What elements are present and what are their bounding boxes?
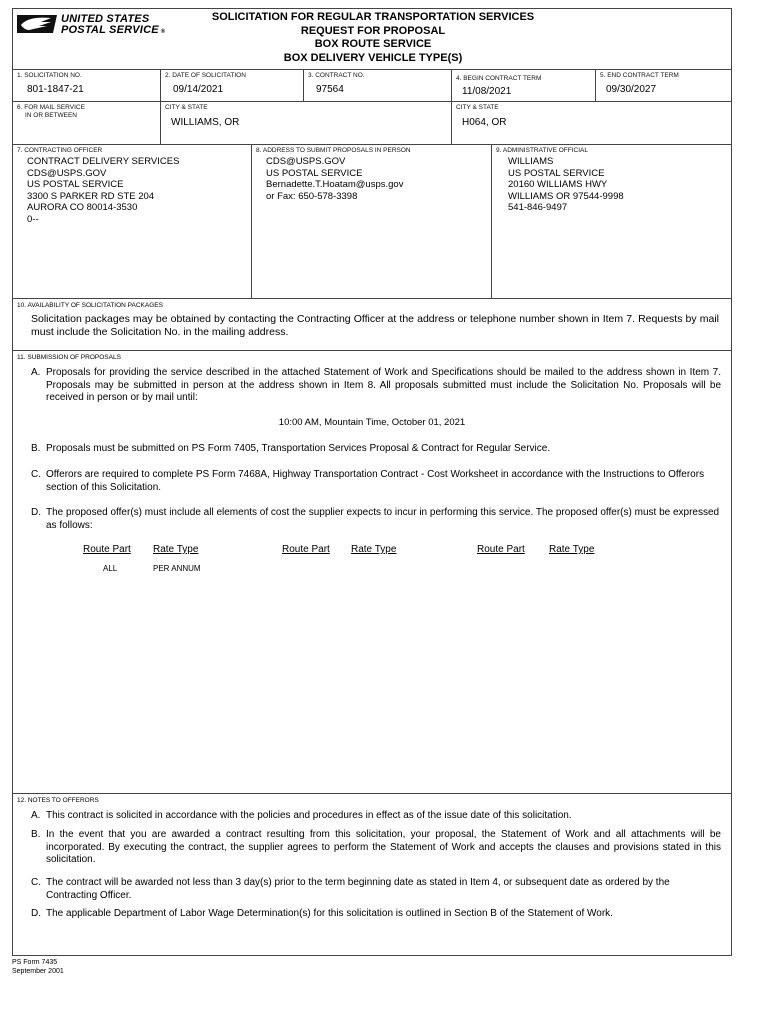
notes-d-text: The applicable Department of Labor Wage Determination(s) for this solicitation is outlined in Section B of the Statement of Work. xyxy=(46,908,613,919)
title-line-1: SOLICITATION FOR REGULAR TRANSPORTATION SERVICES xyxy=(211,11,535,23)
registered-mark: ® xyxy=(160,29,166,35)
address-line-2: US POSTAL SERVICE xyxy=(266,167,363,179)
label-begin-term: 4. BEGIN CONTRACT TERM xyxy=(456,75,542,82)
submit-address xyxy=(266,156,403,202)
cell-end-term xyxy=(595,70,731,101)
row-contacts xyxy=(13,144,731,298)
section-availability xyxy=(13,298,731,350)
submission-item-c xyxy=(31,469,721,494)
admin-line-4: WILLIAMS OR 97544-9998 xyxy=(508,190,624,202)
row-contract-info xyxy=(13,69,731,101)
item-c-text: Offerors are required to complete PS Form 7468A, Highway Transportation Contract - Cost Worksheet in accordance with the Instructions to Offerors section of this Solicitation. xyxy=(46,469,705,493)
admin-official-address xyxy=(508,156,624,214)
admin-line-5: 541-846-9497 xyxy=(508,202,568,213)
label-notes: 12. NOTES TO OFFERORS xyxy=(17,797,99,804)
rate-type-value: PER ANNUM xyxy=(153,564,201,573)
form-name: PS Form 7435 xyxy=(12,959,58,966)
form-footer xyxy=(12,958,64,976)
rate-type-header-1: Rate Type xyxy=(153,544,199,555)
cell-solicitation-no xyxy=(13,70,160,101)
submission-deadline: 10:00 AM, Mountain Time, October 01, 2021 xyxy=(278,417,466,428)
availability-text: Solicitation packages may be obtained by contacting the Contracting Officer at the address or telephone number shown in Item 7. Requests by mail must include the Solicitation No. in the mailing address. xyxy=(31,313,719,338)
cell-city-state-1 xyxy=(160,102,451,144)
label-submit-address: 8. ADDRESS TO SUBMIT PROPOSALS IN PERSON xyxy=(256,147,411,154)
logo-text-line1: UNITED STATES xyxy=(61,13,150,25)
label-mail-service-1: 6. FOR MAIL SERVICE xyxy=(17,104,85,111)
solicitation-form xyxy=(12,8,732,956)
cell-city-state-2 xyxy=(451,102,731,144)
cell-contract-no xyxy=(303,70,451,101)
label-availability: 10. AVAILABILITY OF SOLICITATION PACKAGES xyxy=(17,302,163,309)
officer-line-6: 0-- xyxy=(27,213,39,225)
form-date: September 2001 xyxy=(12,968,64,975)
item-d-letter: D. xyxy=(31,507,41,518)
notes-c-letter: C. xyxy=(31,877,41,888)
rate-type-header-3: Rate Type xyxy=(549,544,595,555)
label-city-state-1: CITY & STATE xyxy=(165,104,208,111)
route-part-header-1: Route Part xyxy=(83,544,131,555)
officer-line-3: US POSTAL SERVICE xyxy=(27,179,124,190)
notes-c-text: The contract will be awarded not less than 3 day(s) prior to the term beginning date as stated in Item 4, or subsequent date as ordered by the Contracting Officer. xyxy=(46,877,670,901)
eagle-icon xyxy=(17,13,57,35)
usps-logo xyxy=(17,13,177,37)
admin-line-1: WILLIAMS xyxy=(508,156,554,167)
address-line-3: Bernadette.T.Hoatam@usps.gov xyxy=(266,179,404,190)
item-d-text: The proposed offer(s) must include all elements of cost the supplier expects to incur in performing this service. The proposed offer(s) must be expressed as follows: xyxy=(46,507,720,531)
address-line-4: or Fax: 650-578-3398 xyxy=(266,190,358,202)
label-city-state-2: CITY & STATE xyxy=(456,104,499,111)
admin-line-2: US POSTAL SERVICE xyxy=(508,167,605,179)
label-submission: 11. SUBMISSION OF PROPOSALS xyxy=(17,354,121,361)
value-end-term: 09/30/2027 xyxy=(606,84,657,95)
value-city-state-1: WILLIAMS, OR xyxy=(171,117,240,128)
value-date: 09/14/2021 xyxy=(173,84,224,95)
cell-admin-official xyxy=(491,145,731,298)
cell-mail-service xyxy=(13,102,160,144)
rate-type-header-2: Rate Type xyxy=(351,544,397,555)
cell-begin-term xyxy=(451,70,595,101)
label-date: 2. DATE OF SOLICITATION xyxy=(165,72,246,79)
form-header xyxy=(13,9,731,69)
officer-line-5: AURORA CO 80014-3530 xyxy=(27,202,138,213)
cell-date xyxy=(160,70,303,101)
cell-contracting-officer xyxy=(13,145,251,298)
value-city-state-2: H064, OR xyxy=(462,117,507,128)
submission-item-d xyxy=(31,507,721,532)
label-contract-no: 3. CONTRACT NO. xyxy=(308,72,365,79)
title-line-3: BOX ROUTE SERVICE xyxy=(314,38,432,50)
item-a-letter: A. xyxy=(31,367,41,378)
logo-text-line2: POSTAL SERVICE ® xyxy=(61,24,166,36)
item-c-letter: C. xyxy=(31,469,41,480)
item-b-letter: B. xyxy=(31,443,41,454)
label-contracting-officer: 7. CONTRACTING OFFICER xyxy=(17,147,103,154)
notes-item-c xyxy=(31,877,721,902)
item-a-text: Proposals for providing the service described in the attached Statement of Work and Specifications should be mailed to the address shown in Item 7. Proposals may be submitted in person at the address shown in Item 8. All proposals submitted must include the Solicitation No. Proposals will be received in person or by mail until: xyxy=(46,367,721,403)
notes-item-a xyxy=(31,810,721,823)
value-contract-no: 97564 xyxy=(316,84,344,95)
title-line-4: BOX DELIVERY VEHICLE TYPE(S) xyxy=(283,51,463,64)
form-title xyxy=(193,11,553,65)
route-part-header-3: Route Part xyxy=(477,544,525,555)
item-b-text: Proposals must be submitted on PS Form 7405, Transportation Services Proposal & Contract for Regular Service. xyxy=(46,443,551,454)
route-part-value: ALL xyxy=(103,564,118,573)
cell-submit-address xyxy=(251,145,491,298)
notes-a-letter: A. xyxy=(31,810,41,821)
label-end-term: 5. END CONTRACT TERM xyxy=(600,72,679,79)
notes-a-text: This contract is solicited in accordance with the policies and procedures in effect as of the issue date of this solicitation. xyxy=(46,810,572,821)
admin-line-3: 20160 WILLIAMS HWY xyxy=(508,179,608,190)
label-solicitation-no: 1. SOLICITATION NO. xyxy=(17,72,82,79)
section-notes xyxy=(13,793,731,957)
submission-item-a xyxy=(31,367,721,405)
label-admin-official: 9. ADMINISTRATIVE OFFICIAL xyxy=(496,147,588,154)
notes-b-text: In the event that you are awarded a contract resulting from this solicitation, your proposal, the Statement of Work and all attachments will be incorporated. By executing the contract, the supplier agrees to perform the Statement of Work and accepts the clauses and provisions stated in this solicitation. xyxy=(46,829,721,865)
address-line-1: CDS@USPS.GOV xyxy=(266,156,346,167)
notes-b-letter: B. xyxy=(31,829,41,840)
officer-line-2: CDS@USPS.GOV xyxy=(27,167,107,179)
officer-line-4: 3300 S PARKER RD STE 204 xyxy=(27,190,155,202)
label-mail-service-2: IN OR BETWEEN xyxy=(25,112,78,119)
section-submission xyxy=(13,350,731,793)
notes-item-b xyxy=(31,829,721,867)
contracting-officer-address xyxy=(27,156,179,225)
officer-line-1: CONTRACT DELIVERY SERVICES xyxy=(27,156,180,167)
row-mail-service xyxy=(13,101,731,144)
submission-item-b xyxy=(31,443,721,456)
route-part-header-2: Route Part xyxy=(282,544,330,555)
notes-item-d xyxy=(31,908,721,921)
title-line-2: REQUEST FOR PROPOSAL xyxy=(300,24,446,37)
notes-d-letter: D. xyxy=(31,908,41,919)
value-begin-term: 11/08/2021 xyxy=(462,86,512,97)
value-solicitation-no: 801-1847-21 xyxy=(27,84,84,95)
